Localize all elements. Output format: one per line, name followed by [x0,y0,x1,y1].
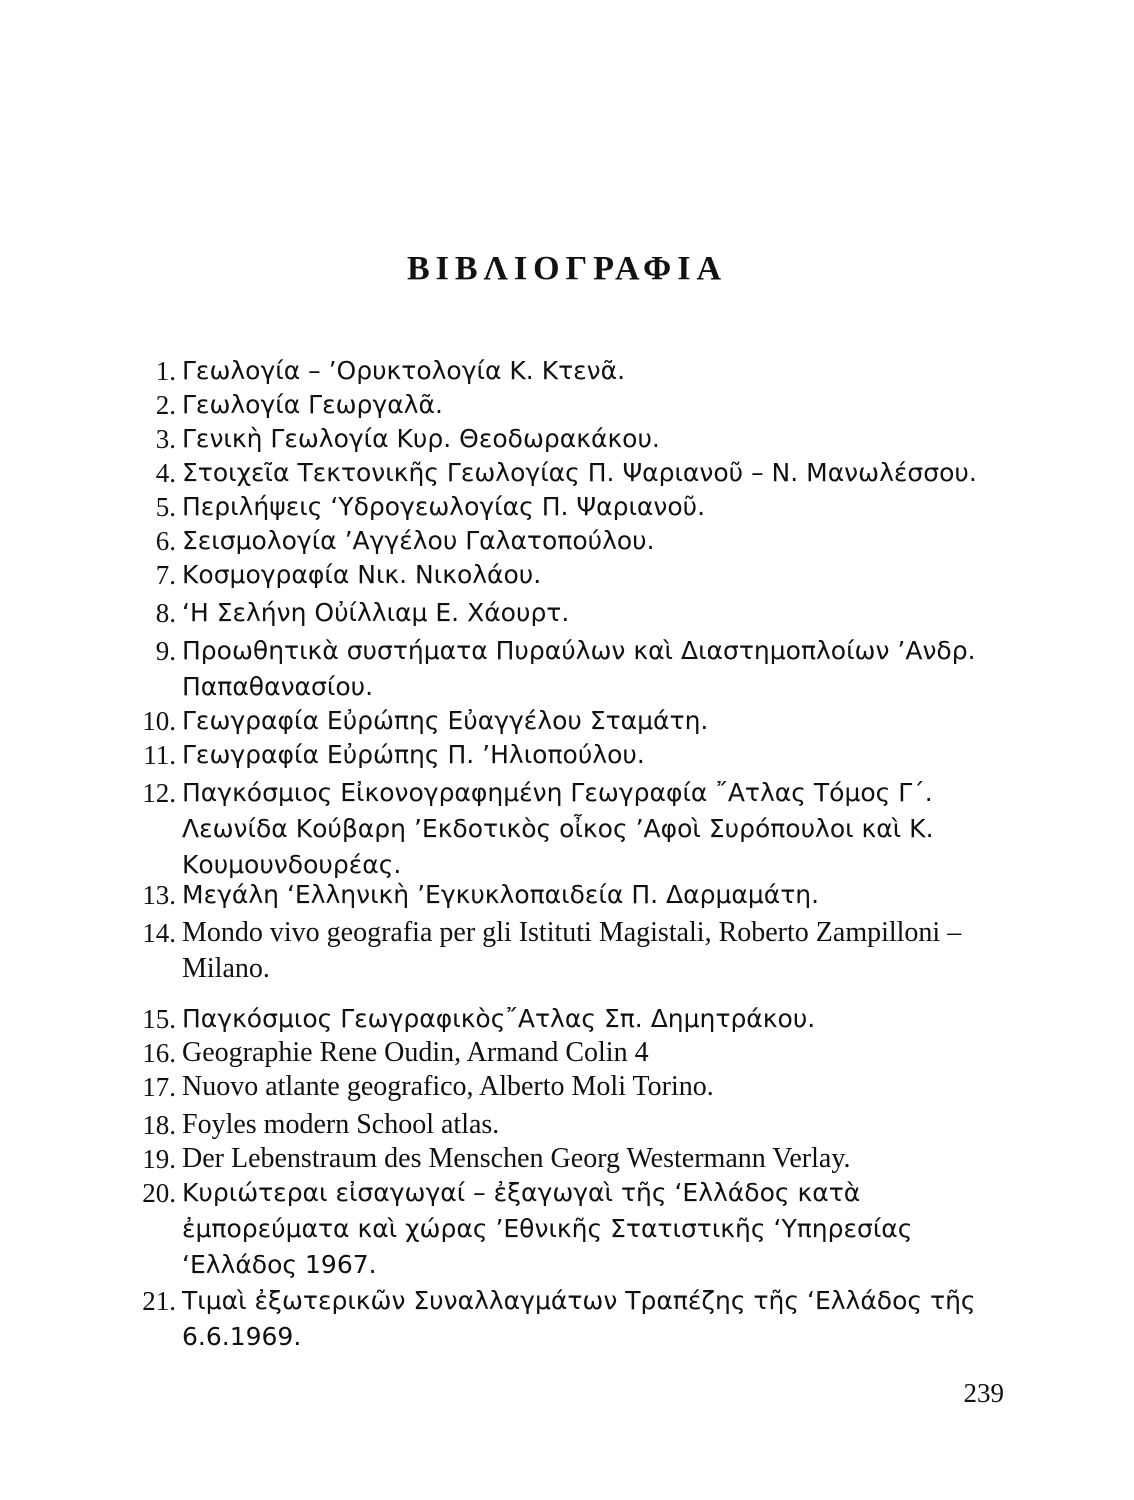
entry-text: Γεωλογία – ’Ορυκτολογία Κ. Κτενᾶ. [182,356,626,385]
entry-number: 7. [155,560,176,590]
entry-text: Γενικὴ Γεωλογία Κυρ. Θεοδωρακάκου. [182,424,660,453]
entry-text: Γεωγραφία Εὐρώπης Εὐαγγέλου Σταμάτη. [182,706,709,735]
page-number: 239 [963,1378,1004,1408]
entry-text: Der Lebenstraum des Menschen Georg Westermann Verlay. [182,1143,851,1174]
entry-number: 11. [143,740,176,770]
entry-number: 3. [155,424,176,454]
entry-number: 9. [155,636,176,666]
entry-number: 6. [155,526,176,556]
entry-text: Παγκόσμιος Εἰκονογραφημένη Γεωγραφία ῎Ατλας Τόμος Γ΄. Λεωνίδα Κούβαρη ’Εκδοτικὸς οἶκος ’Αφοὶ Συρόπουλοι καὶ Κ. Κουμουνδουρέας. [182,778,934,879]
entry-number: 12. [142,778,176,808]
entry-text: Nuovo atlante geografico, Alberto Moli Torino. [182,1071,714,1102]
entry-text: Προωθητικὰ συστήματα Πυραύλων καὶ Διαστημοπλοίων ’Ανδρ. Παπαθανασίου. [182,636,976,701]
entry-text: Κοσμογραφία Νικ. Νικολάου. [182,560,542,589]
entry-text: Μεγάλη ‘Ελληνικὴ ’Εγκυκλοπαιδεία Π. Δαρμαμάτη. [182,880,820,909]
entry-number: 4. [155,458,176,488]
entry-number: 1. [155,356,176,386]
entry-number: 8. [155,598,176,628]
entry-text: Σεισμολογία ’Αγγέλου Γαλατοπούλου. [182,526,655,555]
entry-number: 15. [142,1004,176,1034]
entry-number: 19. [142,1144,176,1174]
entry-number: 5. [155,492,176,522]
entry-text: Geographie Rene Oudin, Armand Colin 4 [182,1037,649,1068]
entry-number: 20. [142,1178,176,1208]
entry-number: 21. [142,1286,176,1316]
entry-number: 17. [142,1072,176,1102]
entry-number: 16. [142,1038,176,1068]
entry-text: Κυριώτεραι εἰσαγωγαί – ἐξαγωγαὶ τῆς ‘Ελλάδος κατὰ ἐμπορεύματα καὶ χώρας ’Εθνικῆς Στατιστικῆς ‘Υπηρεσίας ‘Ελλάδος 1967. [182,1178,913,1279]
entry-number: 14. [142,918,176,948]
entry-text: Γεωγραφία Εὐρώπης Π. ’Ηλιοπούλου. [182,740,645,769]
entry-text: Περιλήψεις ‘Υδρογεωλογίας Π. Ψαριανοῦ. [182,492,706,521]
entry-number: 13. [142,880,176,910]
entry-text: Mondo vivo geografia per gli Istituti Magistali, Roberto Zampilloni – Milano. [182,917,962,984]
page-title: ΒΙΒΛΙΟΓΡΑΦΙΑ [406,250,728,287]
entry-text: Τιμαὶ ἐξωτερικῶν Συναλλαγμάτων Τραπέζης τῆς ‘Ελλάδος τῆς 6.6.1969. [182,1286,976,1351]
entry-text: Foyles modern School atlas. [182,1109,500,1140]
entry-number: 10. [142,706,176,736]
entry-text: ‘Η Σελήνη Οὐίλλιαμ Ε. Χάουρτ. [182,598,570,627]
entry-text: Γεωλογία Γεωργαλᾶ. [182,390,443,419]
entry-text: Στοιχεῖα Τεκτονικῆς Γεωλογίας Π. Ψαριανοῦ – Ν. Μανωλέσσου. [182,458,977,487]
entry-text: Παγκόσμιος Γεωγραφικὸς῎Ατλας Σπ. Δημητράκου. [182,1004,816,1033]
entry-number: 2. [155,390,176,420]
entry-number: 18. [142,1110,176,1140]
